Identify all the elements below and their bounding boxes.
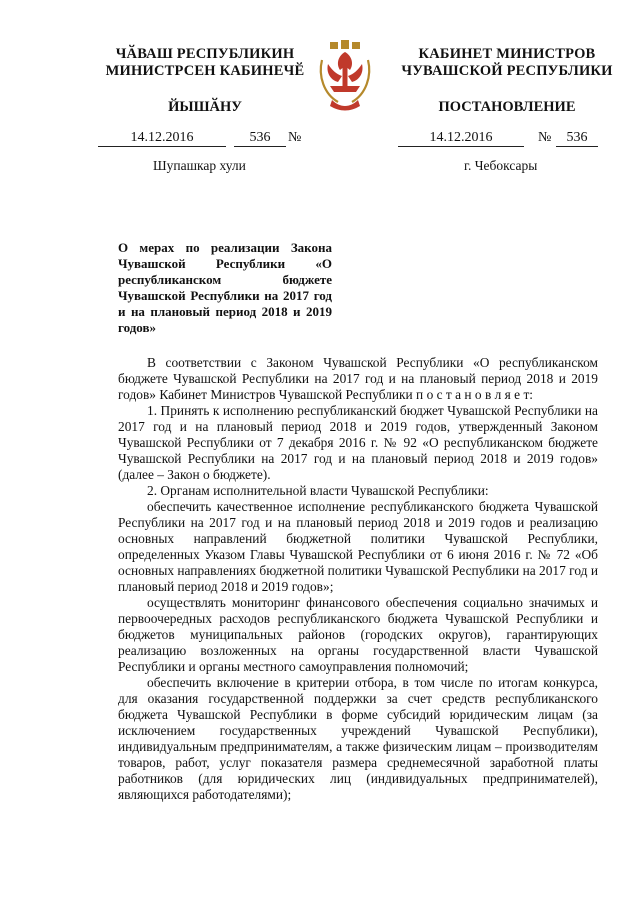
paragraph: В соответствии с Законом Чувашской Республики «О республиканском бюджете Чувашской Республики на 2017 год и на плановый период 2018 и 2019 годов» Кабинет Министров Чувашской Республики п о с т а н о в л я е т:	[118, 355, 598, 402]
number-left: 536	[234, 131, 286, 147]
paragraph: осуществлять мониторинг финансового обеспечения социально значимых и первоочередных расходов республиканского бюджета Чувашской Республики и бюджетов муниципальных районов (городских округов), гарантирующих реализацию возложенных на органы государственной власти Чувашской Республики и органы местного самоуправления полномочий;	[118, 595, 598, 674]
paragraph: обеспечить включение в критерии отбора, в том числе по итогам конкурса, для оказания государственной поддержки за счет средств республиканского бюджета Чувашской Республики в форме субсидий юридическим лицам (за исключением государственных учреждений Чувашской Республики), индивидуальным предпринимателям, а также физическим лицам – производителям товаров, работ, услуг показателя размера среднемесячной заработной платы работников (для юридических лиц (индивидуальных предпринимателей), являющихся работодателями);	[118, 675, 598, 802]
org-name-russian-line2: ЧУВАШСКОЙ РЕСПУБЛИКИ	[401, 63, 613, 79]
org-name-chuvash-line1: ЧӐВАШ РЕСПУБЛИКИН	[115, 46, 295, 62]
paragraph: обеспечить качественное исполнение республиканского бюджета Чувашской Республики на 2017 год и на плановый период 2018 и 2019 годов и реализацию основных направлений бюджетной политики Чувашской Республики, определенных Указом Главы Чувашской Республики от 6 июня 2016 г. № 72 «Об основных направлениях бюджетной политики Чувашской Республики на 2017 год и плановый период 2018 и 2019 годов»;	[118, 499, 598, 594]
org-name-russian-line1: КАБИНЕТ МИНИСТРОВ	[418, 46, 596, 62]
city-russian: г. Чебоксары	[464, 158, 538, 173]
paragraph: 2. Органам исполнительной власти Чувашской Республики:	[147, 483, 489, 498]
doc-type-russian: ПОСТАНОВЛЕНИЕ	[438, 99, 576, 115]
org-name-chuvash	[100, 46, 310, 80]
document-title: О мерах по реализации Закона Чувашской Республики «О республиканском бюджете Чувашской Республики на 2017 год и на плановый период 2018 и 2019 годов»	[118, 240, 332, 335]
date-left: 14.12.2016	[98, 131, 226, 147]
paragraph: 1. Принять к исполнению республиканский бюджет Чувашской Республики на 2017 год и на плановый период 2018 и 2019 годов, утвержденный Законом Чувашской Республики от 7 декабря 2016 г. № 92 «О республиканском бюджете Чувашской Республики на 2017 год и на плановый период 2018 и 2019 годов» (далее – Закон о бюджете).	[118, 403, 598, 482]
doc-type-chuvash: ЙЫШӐНУ	[168, 99, 242, 115]
city-chuvash: Шупашкар хули	[153, 158, 246, 173]
org-name-russian	[382, 46, 632, 80]
document-body	[118, 355, 598, 803]
chuvash-coat-of-arms-icon	[316, 40, 374, 112]
number-sign-left: №	[288, 130, 302, 145]
registration-right	[0, 131, 640, 147]
number-right: 536	[556, 131, 598, 147]
date-right: 14.12.2016	[398, 131, 524, 147]
number-sign-right: №	[538, 130, 552, 145]
org-name-chuvash-line2: МИНИСТРСЕН КАБИНЕЧӖ	[105, 63, 305, 79]
